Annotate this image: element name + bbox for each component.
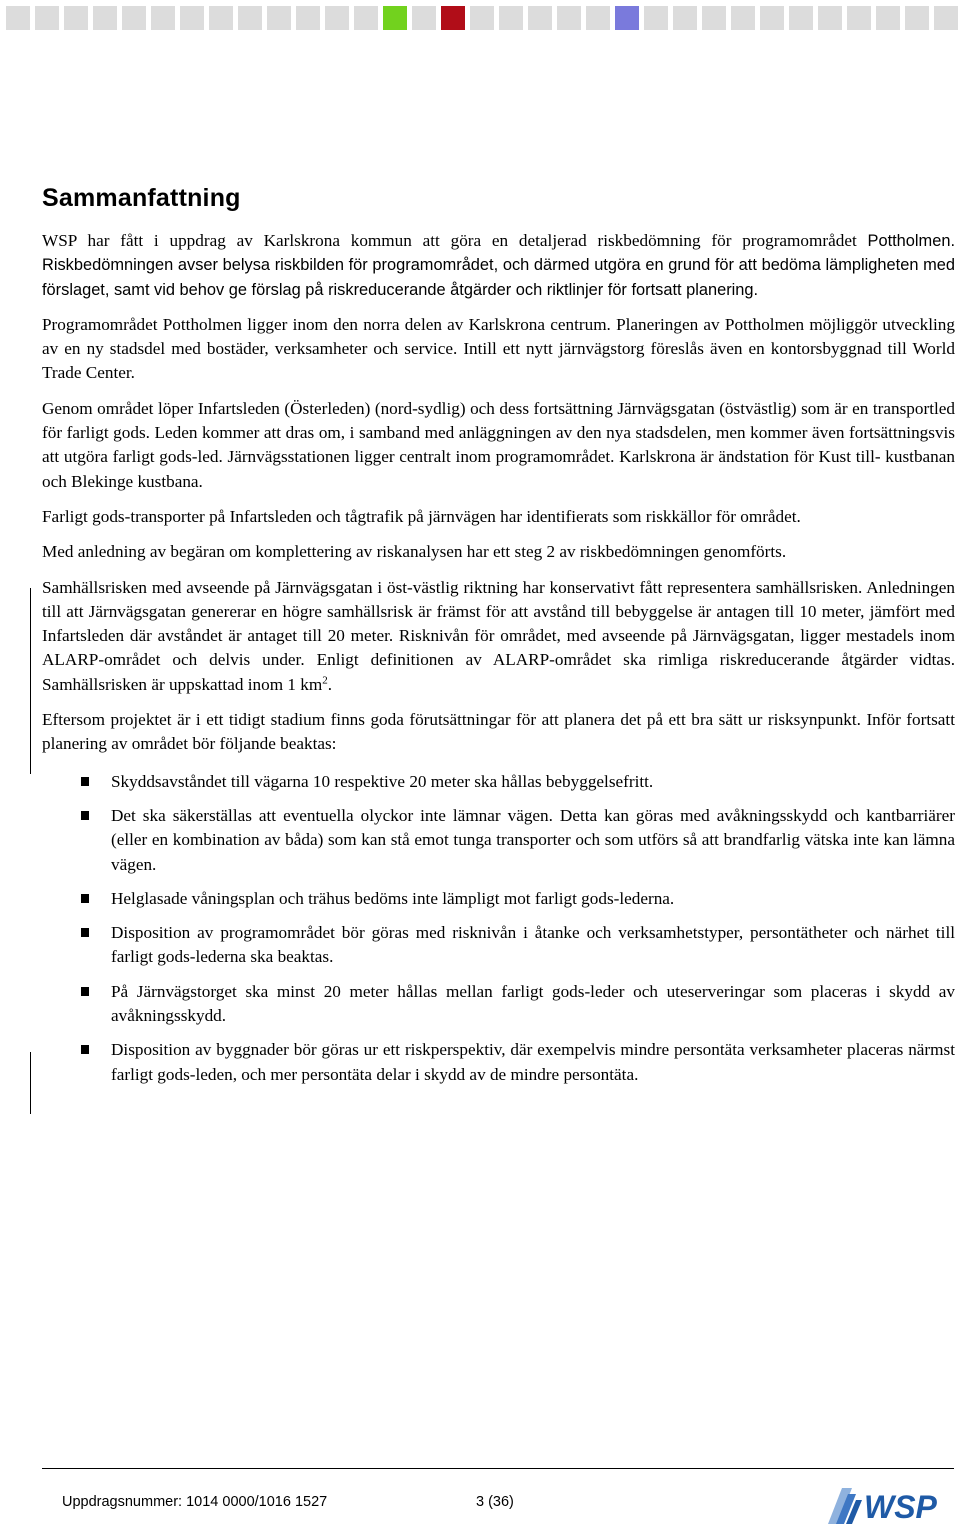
header-color-square xyxy=(615,6,639,30)
bullet-icon xyxy=(81,928,89,937)
page-title: Sammanfattning xyxy=(42,184,241,212)
header-color-square xyxy=(93,6,117,30)
list-item: Disposition av byggnader bör göras ur ett riskperspektiv, där exempelvis mindre persontäta verksamheter placeras närmst farligt gods-leden, och mer persontäta delar i skydd av de mindre persontäta. xyxy=(42,1038,955,1087)
header-color-square xyxy=(296,6,320,30)
footer-divider xyxy=(42,1468,954,1469)
header-color-square xyxy=(789,6,813,30)
bullet-icon xyxy=(81,1045,89,1054)
header-color-square xyxy=(673,6,697,30)
header-color-square xyxy=(64,6,88,30)
paragraph-intro: WSP har fått i uppdrag av Karlskrona kommun att göra en detaljerad riskbedömning för programområdet Pottholmen. Riskbedömningen avser belysa riskbilden för programområdet, och därmed utgöra en grund för att bedöma lämpligheten med förslaget, samt vid behov ge förslag på riskreducerande åtgärder och riktlinjer för fortsatt planering. xyxy=(42,231,955,299)
assignment-number: Uppdragsnummer: 1014 0000/1016 1527 xyxy=(62,1494,328,1510)
header-color-square xyxy=(383,6,407,30)
wsp-logo-mark-icon xyxy=(828,1488,862,1524)
header-color-square xyxy=(325,6,349,30)
header-color-square xyxy=(586,6,610,30)
paragraph-risk-sources: Farligt gods-transporter på Infartsleden och tågtrafik på järnvägen har identifierats som riskkällor för området. xyxy=(42,506,801,526)
header-color-square xyxy=(528,6,552,30)
paragraph-transport-route: Genom området löper Infartsleden (Österleden) (nord-sydlig) och dess fortsättning Järnvägsgatan (östvästlig) som är en transportled för farligt gods. Leden kommer att dras om, i samband med anläggningen av den nya stadsdelen, men kommer även fortsättningsvis att utgöra farligt gods-led. Järnvägsstationen ligger centralt inom programområdet. Karlskrona är ändstation för Kust till- kustbanan och Blekinge kustbana. xyxy=(42,398,955,491)
page-number: 3 (36) xyxy=(476,1494,514,1510)
header-color-square xyxy=(644,6,668,30)
bullet-icon xyxy=(81,987,89,996)
header-color-square xyxy=(354,6,378,30)
header-color-square xyxy=(557,6,581,30)
list-item: Disposition av programområdet bör göras med risknivån i åtanke och verksamhetstyper, persontätheter och närhet till farligt gods-lederna ska beaktas. xyxy=(42,921,955,970)
wsp-logo xyxy=(826,1484,954,1528)
header-color-square xyxy=(470,6,494,30)
bullet-icon xyxy=(81,777,89,786)
header-color-square xyxy=(35,6,59,30)
wsp-logo-text: WSP xyxy=(864,1489,937,1525)
bullet-icon xyxy=(81,894,89,903)
list-item: Skyddsavståndet till vägarna 10 respektive 20 meter ska hållas bebyggelsefritt. xyxy=(42,770,955,794)
header-color-square xyxy=(760,6,784,30)
document-body xyxy=(42,229,955,1097)
header-color-square xyxy=(441,6,465,30)
header-color-square xyxy=(847,6,871,30)
header-color-square xyxy=(934,6,958,30)
header-color-square xyxy=(151,6,175,30)
header-color-square xyxy=(818,6,842,30)
list-item: Helglasade våningsplan och trähus bedöms inte lämpligt mot farligt gods-lederna. xyxy=(42,887,955,911)
paragraph-conclusion: Eftersom projektet är i ett tidigt stadium finns goda förutsättningar för att planera det på ett bra sätt ur risksynpunkt. Inför fortsatt planering av området bör följande beaktas: xyxy=(42,710,955,754)
top-color-bar xyxy=(0,6,960,34)
header-color-square xyxy=(876,6,900,30)
paragraph-step2: Med anledning av begäran om komplettering av riskanalysen har ett steg 2 av riskbedömningen genomförts. xyxy=(42,542,787,562)
header-color-square xyxy=(122,6,146,30)
change-bar xyxy=(30,588,31,774)
header-color-square xyxy=(499,6,523,30)
header-color-square xyxy=(702,6,726,30)
header-color-square xyxy=(6,6,30,30)
paragraph-location: Programområdet Pottholmen ligger inom den norra delen av Karlskrona centrum. Planeringen av Pottholmen möjliggör utveckling av en ny stadsdel med bostäder, verksamheter och service. Intill ett nytt järnvägstorg föreslås även en kontorsbyggnad till World Trade Center. xyxy=(42,314,955,383)
paragraph-societal-risk: Samhällsrisken med avseende på Järnvägsgatan i öst-västlig riktning har konservativt fått representera samhällsrisken. Anledningen till att Järnvägsgatan genererar en högre samhällsrisk är främst för att avstånd till bebyggelse är antagen till 10 meter, jämfört med Infartsleden där avståndet är antaget till 20 meter. Risknivån för området, med avseende på Järnvägsgatan, ligger mestadels inom ALARP-området och delvis under. Enligt definitionen av ALARP-området ska rimliga riskreducerande åtgärder vidtas. Samhällsrisken är uppskattad inom 1 $km^2$. xyxy=(42,577,955,694)
change-bar xyxy=(30,1052,31,1114)
list-item: Det ska säkerställas att eventuella olyckor inte lämnar vägen. Detta kan göras med avåkningsskydd och kantbarriärer (eller en kombination av båda) som kan stå emot tunga transporter och som utförs så att brandfarlig vätska inte kan lämna vägen. xyxy=(42,804,955,877)
list-item: På Järnvägstorget ska minst 20 meter hållas mellan farligt gods-leder och uteserveringar som placeras i skydd av avåkningsskydd. xyxy=(42,980,955,1029)
bullet-icon xyxy=(81,811,89,820)
header-color-square xyxy=(731,6,755,30)
recommendation-list xyxy=(42,770,955,1087)
header-color-square xyxy=(238,6,262,30)
header-color-square xyxy=(209,6,233,30)
header-color-square xyxy=(905,6,929,30)
header-color-square xyxy=(180,6,204,30)
header-color-square xyxy=(267,6,291,30)
header-color-square xyxy=(412,6,436,30)
